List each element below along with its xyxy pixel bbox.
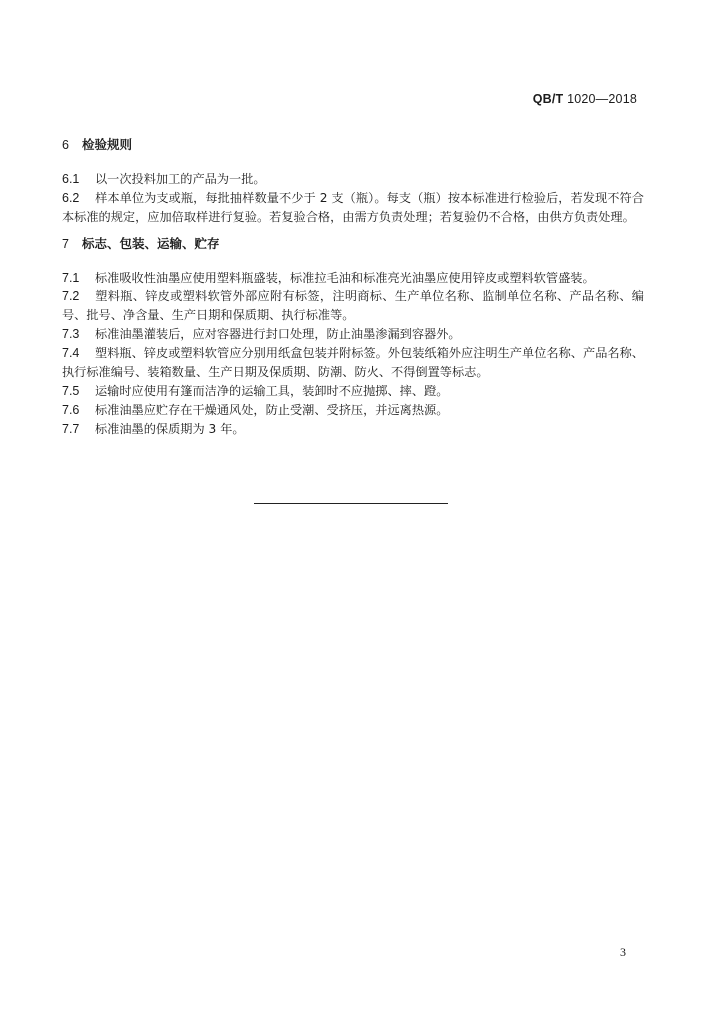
clause — [62, 344, 644, 382]
standard-number: 1020—2018 — [567, 92, 637, 106]
clause-text: 塑料瓶、锌皮或塑料软管外部应附有标签，注明商标、生产单位名称、监制单位名称、产品名称、编号、批号、净含量、生产日期和保质期、执行标准等。 — [62, 289, 644, 323]
clause — [62, 170, 644, 189]
clause-text: 塑料瓶、锌皮或塑料软管应分别用纸盒包装并附标签。外包装纸箱外应注明生产单位名称、产品名称、执行标准编号、装箱数量、生产日期及保质期、防潮、防火、不得倒置等标志。 — [62, 346, 644, 380]
clause-number: 7.7 — [62, 421, 80, 436]
clause — [62, 189, 644, 227]
clause-text: 样本单位为支或瓶，每批抽样数量不少于 2 支（瓶）。每支（瓶）按本标准进行检验后，若发现不符合本标准的规定，应加倍取样进行复验。若复验合格，由需方负责处理；若复验仍不合格，由供方负责处理。 — [62, 190, 644, 224]
clause-number: 7.2 — [62, 289, 80, 304]
clause-number: 6.2 — [62, 190, 80, 205]
clause — [62, 401, 644, 420]
standard-prefix: QB/T — [532, 92, 564, 106]
clause-text: 标准油墨灌装后，应对容器进行封口处理，防止油墨渗漏到容器外。 — [95, 327, 461, 342]
standard-code — [533, 92, 637, 106]
section-title: 检验规则 — [82, 137, 133, 152]
clause-number: 6.1 — [62, 171, 80, 186]
clause-text: 标准油墨的保质期为 3 年。 — [95, 421, 245, 436]
section-heading — [62, 136, 644, 155]
clause — [62, 325, 644, 344]
clause-number: 7.3 — [62, 327, 80, 342]
end-of-standard-rule — [254, 503, 448, 504]
clause-number: 7.6 — [62, 402, 80, 417]
clause — [62, 269, 644, 288]
page-number: 3 — [620, 945, 626, 959]
clause-text: 以一次投料加工的产品为一批。 — [95, 171, 266, 186]
clause-text: 标准吸收性油墨应使用塑料瓶盛装，标准拉毛油和标准亮光油墨应使用锌皮或塑料软管盛装。 — [95, 270, 595, 285]
clause-text: 运输时应使用有篷而洁净的运输工具，装卸时不应抛掷、摔、蹬。 — [95, 383, 449, 398]
section-number: 7 — [62, 236, 69, 251]
section-number: 6 — [62, 138, 69, 152]
document-body — [62, 136, 644, 439]
clause-number: 7.1 — [62, 270, 80, 285]
clause — [62, 287, 644, 325]
clause — [62, 382, 644, 401]
clause-text: 标准油墨应贮存在干燥通风处，防止受潮、受挤压，并远离热源。 — [95, 402, 449, 417]
section-title: 标志、包装、运输、贮存 — [82, 235, 220, 251]
clause — [62, 420, 644, 439]
clause-number: 7.4 — [62, 346, 80, 361]
clause-number: 7.5 — [62, 383, 80, 398]
section-heading — [62, 235, 644, 254]
